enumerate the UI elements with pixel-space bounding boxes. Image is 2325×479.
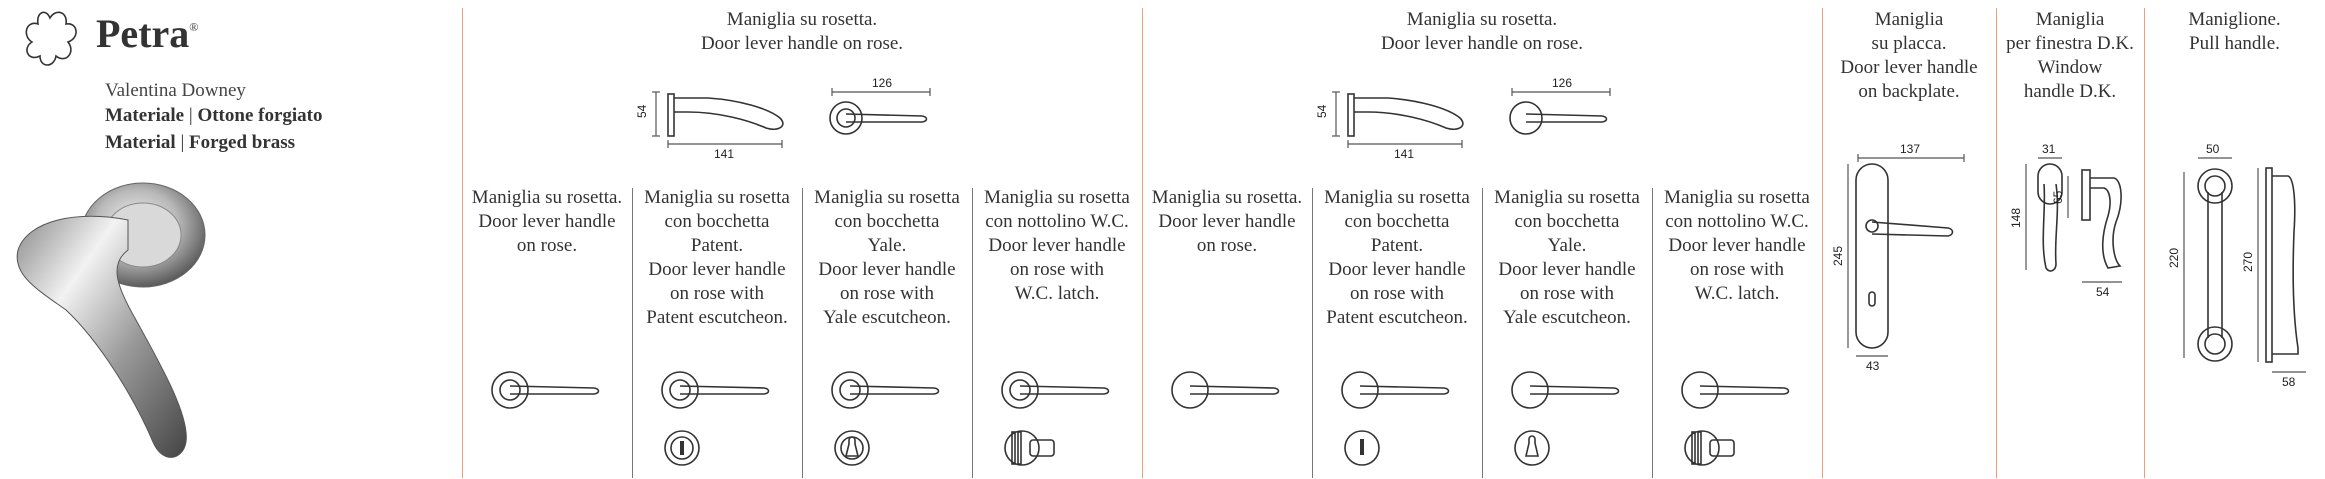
lever-on-rose-drawing bbox=[660, 368, 780, 412]
section-title: Maniglia su placca. Door lever handle on backplate. bbox=[1840, 9, 1978, 102]
section-title: Maniglione. Pull handle. bbox=[2188, 9, 2281, 54]
yale-escutcheon-icon bbox=[1512, 428, 1552, 468]
patent-escutcheon-icon bbox=[662, 428, 702, 468]
designer-name: Valentina Downey bbox=[105, 80, 246, 101]
lever-on-rose-drawing bbox=[830, 368, 950, 412]
brand-wordmark: Petra bbox=[96, 11, 190, 56]
dim-depth: 58 bbox=[2282, 375, 2296, 389]
variant-title: Maniglia su rosetta con bocchetta Yale. Door lever handle on rose with Yale escutcheon. bbox=[814, 187, 960, 328]
pull-handle-drawing bbox=[2167, 142, 2320, 392]
lever-on-rose-drawing bbox=[1340, 368, 1460, 412]
variant-title: Maniglia su rosetta. Door lever handle on rose. bbox=[1151, 187, 1303, 256]
separator bbox=[2144, 8, 2145, 478]
dim-width: 141 bbox=[1394, 147, 1415, 161]
material-en-value: Forged brass bbox=[189, 132, 296, 153]
lever-side-view-drawing bbox=[1315, 88, 1478, 161]
dim-height: 54 bbox=[1315, 104, 1329, 118]
dim-side: 65 bbox=[2051, 190, 2065, 204]
section-title: Maniglia su rosetta. Door lever handle on rose. bbox=[1380, 9, 1584, 54]
backplate-handle-drawing bbox=[1831, 142, 1986, 373]
dim-rose: 126 bbox=[1552, 76, 1573, 90]
petra-flower-logo-icon bbox=[22, 8, 78, 78]
registered-mark: ® bbox=[189, 20, 199, 34]
dim-height-side: 270 bbox=[2241, 251, 2255, 272]
dim-depth: 54 bbox=[2096, 285, 2110, 299]
variant-title: Maniglia su rosetta con bocchetta Patent. Door lever handle on rose with Patent escutcheon. bbox=[1324, 187, 1470, 328]
lever-on-rose-drawing bbox=[1170, 368, 1290, 412]
lever-front-view-drawing bbox=[1502, 76, 1622, 140]
material-it-value: Ottone forgiato bbox=[197, 105, 323, 126]
variant-title: Maniglia su rosetta con nottolino W.C. Door lever handle on rose with W.C. latch. bbox=[984, 187, 1130, 304]
lever-on-rose-drawing bbox=[1000, 368, 1120, 412]
dim-rose: 126 bbox=[872, 76, 893, 90]
material-it-label: Materiale bbox=[105, 105, 185, 126]
lever-on-rose-drawing bbox=[1680, 368, 1800, 412]
wc-latch-icon bbox=[1002, 428, 1062, 468]
dim-height: 220 bbox=[2167, 247, 2181, 268]
section-title: Maniglia su rosetta. Door lever handle on rose. bbox=[700, 9, 904, 54]
patent-escutcheon-icon bbox=[1342, 428, 1382, 468]
variant-title: Maniglia su rosetta con nottolino W.C. Door lever handle on rose with W.C. latch. bbox=[1664, 187, 1810, 304]
material-en-separator: | bbox=[180, 132, 185, 153]
dim-height: 54 bbox=[635, 104, 649, 118]
dim-height: 148 bbox=[2009, 207, 2023, 228]
variant-title: Maniglia su rosetta con bocchetta Patent. Door lever handle on rose with Patent escutcheon. bbox=[644, 187, 790, 328]
section-title: Maniglia per finestra D.K. Window handle D.K. bbox=[2006, 9, 2134, 102]
variant-title: Maniglia su rosetta con bocchetta Yale. Door lever handle on rose with Yale escutcheon. bbox=[1494, 187, 1640, 328]
lever-front-view-drawing bbox=[822, 76, 942, 140]
material-en-label: Material bbox=[105, 132, 176, 153]
dim-width: 137 bbox=[1900, 142, 1921, 156]
wc-latch-icon bbox=[1682, 428, 1742, 468]
material-it bbox=[105, 105, 323, 127]
material-it-separator: | bbox=[188, 105, 193, 126]
dim-width: 50 bbox=[2206, 142, 2220, 156]
dim-height: 245 bbox=[1831, 245, 1845, 266]
lever-on-rose-drawing bbox=[1510, 368, 1630, 412]
brand-name bbox=[96, 10, 198, 57]
variant-title: Maniglia su rosetta. Door lever handle on rose. bbox=[471, 187, 623, 256]
window-handle-drawing bbox=[2004, 142, 2139, 302]
lever-on-rose-drawing bbox=[490, 368, 610, 412]
product-photo bbox=[18, 180, 278, 470]
material-en bbox=[105, 132, 295, 154]
yale-escutcheon-icon bbox=[832, 428, 872, 468]
dim-width: 141 bbox=[714, 147, 735, 161]
lever-side-view-drawing bbox=[635, 88, 798, 161]
dim-base: 43 bbox=[1866, 359, 1880, 373]
dim-width: 31 bbox=[2042, 142, 2056, 156]
